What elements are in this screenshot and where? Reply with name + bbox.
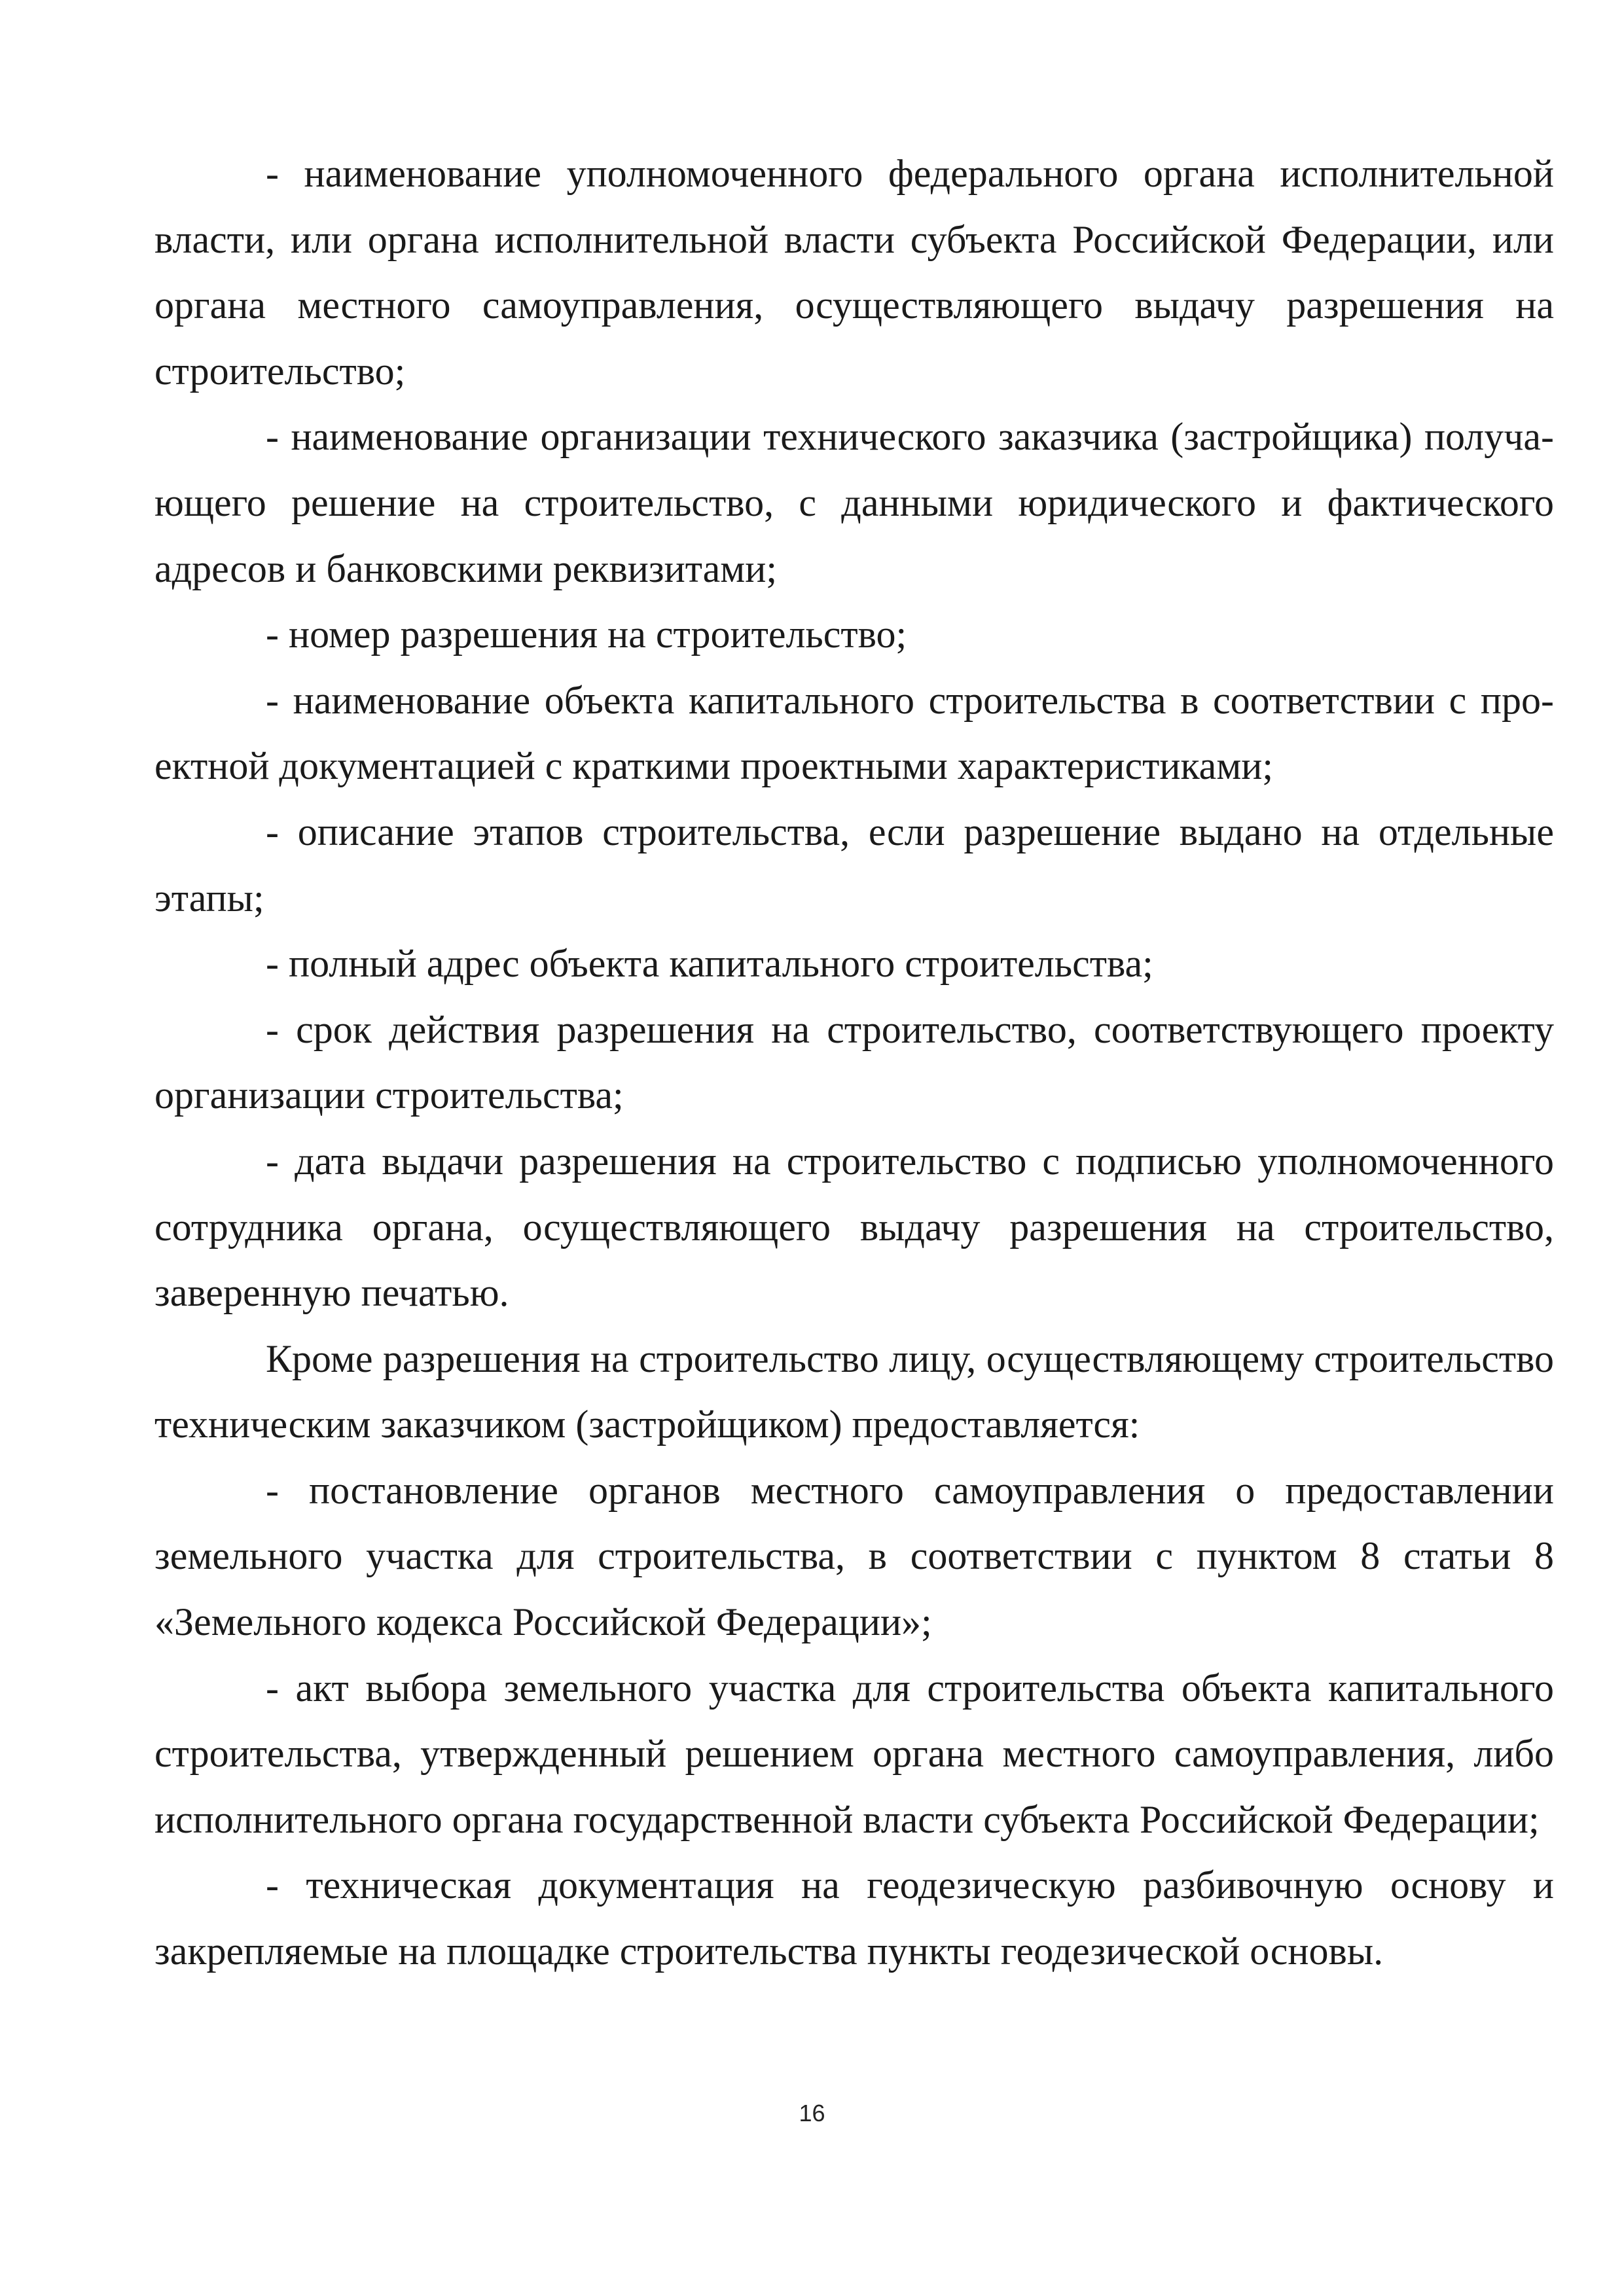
list-item: - срок действия разрешения на строительство, соответствующего проекту организации строительства; [154,1007,1554,1117]
body-paragraph: Кроме разрешения на строительство лицу, осуществляющему строительство техническим заказчиком (застройщиком) предоставляется: [154,1336,1554,1446]
list-item: - наименование организации технического заказчика (застройщика) получающего решение на строительство, с данными юридического и фактического адресов и банковскими реквизитами; [154,415,1554,590]
list-item: - наименование уполномоченного федерального органа исполнительной власти, или органа исполнительной власти субъекта Российской Федерации, или органа местного самоуправления, осуществляющего выдачу разрешения на строительство; [154,152,1554,393]
list-item: - наименование объекта капитального строительства в соответствии с проектной документацией с краткими проектными характеристиками; [154,678,1554,788]
list-item: - постановление органов местного самоуправления о предоставлении земельного участка для строительства, в соответствии с пунктом 8 статьи 8 «Земельного кодекса Российской Федерации»; [154,1468,1554,1644]
list-item: - описание этапов строительства, если разрешение выдано на отдельные этапы; [154,810,1554,920]
list-item: - полный адрес объекта капитального строительства; [266,942,1153,986]
list-item: - техническая документация на геодезическую разбивочную основу и закрепляемые на площадке строительства пункты геодезической основы. [154,1863,1554,1973]
list-item: - акт выбора земельного участка для строительства объекта капитального строительства, утвержденный решением органа местного самоуправления, либо исполнительного органа государственной власти субъекта Российской Федерации; [154,1666,1554,1841]
list-item: - номер разрешения на строительство; [266,613,907,656]
list-item: - дата выдачи разрешения на строительство с подписью уполномоченного сотрудника органа, осуществляющего выдачу разрешения на строительство, заверенную печатью. [154,1139,1554,1315]
page-number: 16 [799,2100,825,2126]
document-body [154,141,1554,1984]
